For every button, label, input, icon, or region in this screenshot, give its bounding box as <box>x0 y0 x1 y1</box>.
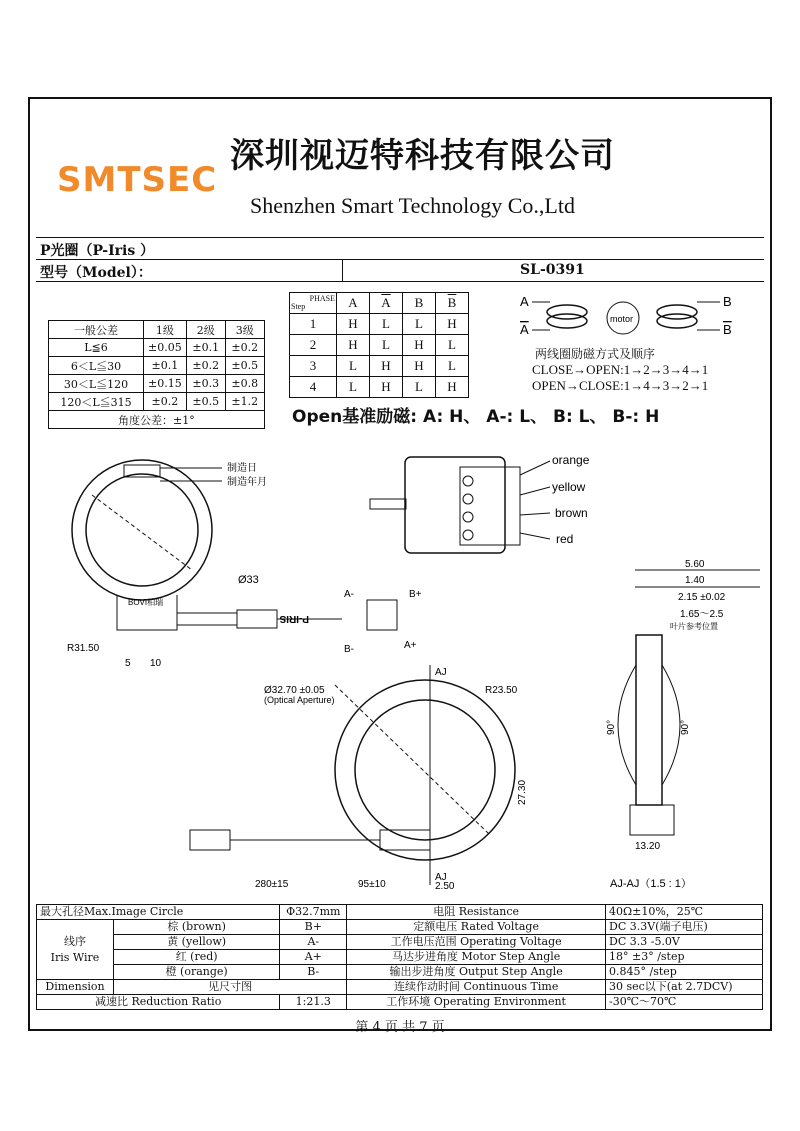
tol-header: 1级 <box>144 321 187 339</box>
phase-label: PHASE <box>309 294 335 303</box>
pin-a-minus: A- <box>344 589 354 600</box>
dim-1320: 13.20 <box>635 841 661 852</box>
tol-cell: ±0.3 <box>186 375 225 393</box>
phase-cell: H <box>337 314 370 335</box>
tol-cell: ±0.05 <box>144 339 187 357</box>
phase-cell: H <box>370 356 403 377</box>
tol-cell: 120＜L≦315 <box>49 393 144 411</box>
spec-value: 见尺寸图 <box>114 980 347 995</box>
tol-cell: 6＜L≦30 <box>49 357 144 375</box>
dim-280: 280±15 <box>255 879 289 890</box>
phase-col: $\overline{B}$ <box>436 293 469 314</box>
wire-pin: A+ <box>280 950 347 965</box>
phase-cell: L <box>370 314 403 335</box>
close-open-sequence: CLOSE→OPEN:1→2→3→4→1 <box>532 362 709 377</box>
phase-col: B <box>403 293 436 314</box>
phase-corner <box>290 293 337 314</box>
pin-b-plus: B+ <box>409 589 422 600</box>
phase-cell: L <box>403 314 436 335</box>
aj-label-bottom: AJ <box>435 872 447 883</box>
coil-diagram <box>510 292 750 340</box>
phase-cell: L <box>337 377 370 398</box>
wire-color: 橙 (orange) <box>114 965 280 980</box>
phase-cell: H <box>403 335 436 356</box>
mfg-month: 制造年月 <box>227 477 267 488</box>
spec-key: 马达步进角度 Motor Step Angle <box>347 950 606 965</box>
tol-cell: ±0.2 <box>186 357 225 375</box>
phase-cell: H <box>403 356 436 377</box>
wire-label-cn: 线序 <box>64 934 86 948</box>
p-iris-label: P-IRIS <box>279 613 309 624</box>
phase-table <box>289 292 469 398</box>
spec-key-value: 18° ±3° /step <box>606 950 763 965</box>
pin-a-plus: A+ <box>404 640 417 651</box>
front-view-drawing <box>52 455 452 670</box>
wire-pin: B- <box>280 965 347 980</box>
spec-key-value: 30 sec以下(at 2.7DCV) <box>606 980 763 995</box>
tol-cell: ±0.2 <box>225 339 264 357</box>
tol-cell: ±1.2 <box>225 393 264 411</box>
spec-value: 1:21.3 <box>280 995 347 1010</box>
spec-key: 定额电压 Rated Voltage <box>347 920 606 935</box>
spec-label: 减速比 Reduction Ratio <box>37 995 280 1010</box>
motor-label: motor <box>610 314 634 324</box>
phase-cell: L <box>370 335 403 356</box>
spec-key-value: DC 3.3 -5.0V <box>606 935 763 950</box>
spec-key: 输出步进角度 Output Step Angle <box>347 965 606 980</box>
blade-ref: 叶片参考位置 <box>670 622 718 631</box>
tol-cell: ±0.1 <box>186 339 225 357</box>
spec-key-value: 0.845° /step <box>606 965 763 980</box>
wire-orange: orange <box>552 453 590 467</box>
spec-label: 最大孔径Max.Image Circle <box>37 905 280 920</box>
wire-pin: A- <box>280 935 347 950</box>
wire-yellow: yellow <box>552 480 586 494</box>
coil-b <box>657 305 697 319</box>
wire-label <box>37 920 114 980</box>
coil-label-a-bar: A <box>520 322 529 337</box>
page-number: 第 4 页 共 7 页 <box>355 1020 445 1035</box>
open-reference-excitation: Open基准励磁: A: H、 A-: L、 B: L、 B-: H <box>292 407 660 427</box>
dim-215: 2.15 ±0.02 <box>678 592 726 603</box>
open-close-sequence: OPEN→CLOSE:1→4→3→2→1 <box>532 378 709 393</box>
dim-r2350: R23.50 <box>485 685 518 696</box>
dim-560: 5.60 <box>685 559 705 570</box>
spec-key-value: 40Ω±10%，25℃ <box>606 905 763 920</box>
wire-color: 黄 (yellow) <box>114 935 280 950</box>
dim-5: 5 <box>125 658 131 669</box>
spec-key-value: -30℃～70℃ <box>606 995 763 1010</box>
tol-cell: ±0.1 <box>144 357 187 375</box>
phase-cell: L <box>403 377 436 398</box>
tolerance-table <box>48 320 265 429</box>
tol-cell: L≦6 <box>49 339 144 357</box>
phase-cell: L <box>436 335 469 356</box>
tol-header: 3级 <box>225 321 264 339</box>
tol-cell: 30＜L≦120 <box>49 375 144 393</box>
dim-250: 2.50 <box>435 881 455 892</box>
tol-cell: ±0.2 <box>144 393 187 411</box>
coil-label-b: B <box>723 294 732 309</box>
divider <box>36 237 764 238</box>
company-logo: SMTSEC <box>57 160 218 200</box>
phase-cell: 1 <box>290 314 337 335</box>
aperture-view-drawing <box>180 665 528 895</box>
phase-cell: H <box>337 335 370 356</box>
coil-label-a: A <box>520 294 529 309</box>
spec-key: 连续作动时间 Continuous Time <box>347 980 606 995</box>
aperture-sub: (Optical Aperture) <box>264 695 335 705</box>
step-label: Step <box>291 302 306 311</box>
dim-2730: 27.30 <box>517 779 528 805</box>
phase-cell: 4 <box>290 377 337 398</box>
angle-left: 90° <box>606 719 617 735</box>
spec-table <box>36 904 763 1010</box>
phase-cell: 2 <box>290 335 337 356</box>
wire-red: red <box>556 532 574 546</box>
phase-cell: 3 <box>290 356 337 377</box>
phase-cell: H <box>436 314 469 335</box>
dim-d33: Ø33 <box>238 574 259 586</box>
coil-title: 两线圈励磁方式及顺序 <box>535 347 656 361</box>
model-label: 型号（Model）： <box>40 265 152 281</box>
wire-brown: brown <box>555 506 588 520</box>
pin-b-minus: B- <box>344 644 354 655</box>
product-label: P光圈（P-Iris ） <box>40 243 155 259</box>
spec-key: 工作环境 Operating Environment <box>347 995 606 1010</box>
angle-right: 90° <box>680 719 691 735</box>
brand-label: BOVI柏瑞 <box>128 598 164 607</box>
angle-tolerance: 角度公差：±1° <box>49 411 265 429</box>
phase-col: $\overline{A}$ <box>370 293 403 314</box>
mfg-date: 制造日 <box>227 463 257 474</box>
wire-color: 红 (red) <box>114 950 280 965</box>
wire-color: 棕 (brown) <box>114 920 280 935</box>
phase-cell: L <box>337 356 370 377</box>
phase-cell: H <box>370 377 403 398</box>
dim-r3150: R31.50 <box>67 643 100 654</box>
spec-key: 工作电压范围 Operating Voltage <box>347 935 606 950</box>
tol-header: 一般公差 <box>49 321 144 339</box>
tol-header: 2级 <box>186 321 225 339</box>
tol-cell: ±0.5 <box>225 357 264 375</box>
coil-a <box>547 305 587 319</box>
spec-value: Φ32.7mm <box>280 905 347 920</box>
tol-cell: ±0.8 <box>225 375 264 393</box>
dim-140: 1.40 <box>685 575 705 586</box>
wire-pin: B+ <box>280 920 347 935</box>
wire-label-en: Iris Wire <box>50 950 100 964</box>
aj-label-top: AJ <box>435 667 447 678</box>
side-section-drawing <box>600 555 765 895</box>
coil-label-b-bar: B <box>723 322 732 337</box>
company-name-en: Shenzhen Smart Technology Co.,Ltd <box>250 193 575 218</box>
phase-col: A <box>337 293 370 314</box>
tol-cell: ±0.15 <box>144 375 187 393</box>
section-label: AJ-AJ（1.5 : 1） <box>610 878 692 890</box>
dim-165: 1.65～2.5 <box>680 609 724 620</box>
company-name-cn: 深圳视迈特科技有限公司 <box>230 136 615 176</box>
spec-key: 电阻 Resistance <box>347 905 606 920</box>
spec-key-value: DC 3.3V(端子电压) <box>606 920 763 935</box>
divider <box>342 259 343 281</box>
dim-95: 95±10 <box>358 879 386 890</box>
phase-cell: H <box>436 377 469 398</box>
dim-10: 10 <box>150 658 162 669</box>
phase-cell: L <box>436 356 469 377</box>
model-value: SL-0391 <box>520 262 585 278</box>
tol-cell: ±0.5 <box>186 393 225 411</box>
aperture-dim: Ø32.70 ±0.05 <box>264 685 325 696</box>
spec-label: Dimension <box>37 980 114 995</box>
